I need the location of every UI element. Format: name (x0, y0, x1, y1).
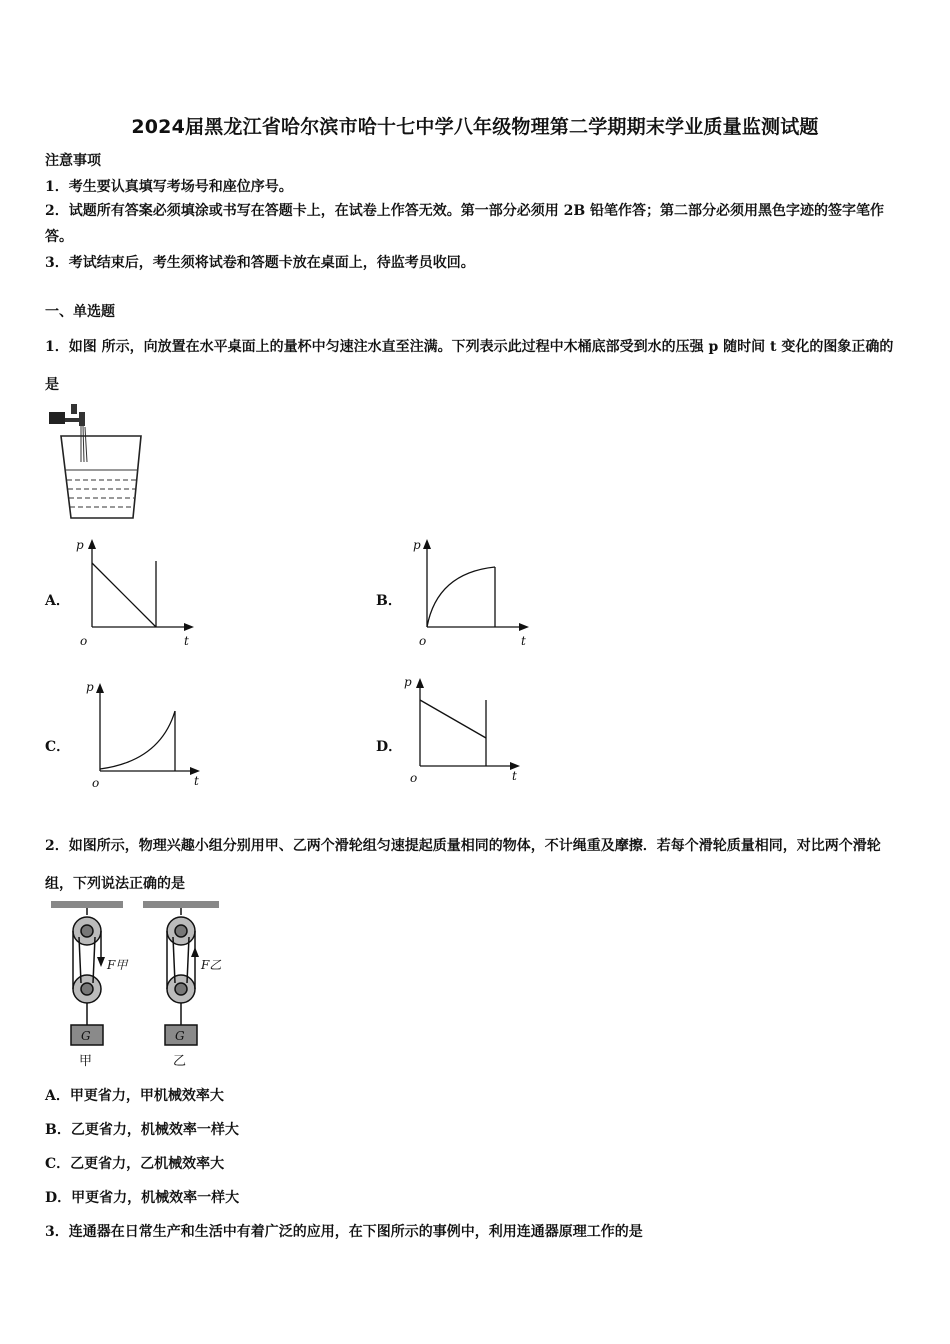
pulley-right-group (165, 908, 197, 1045)
weight-right-label: G (175, 1029, 185, 1043)
question-1-text: 1．如图 所示，向放置在水平桌面上的量杯中匀速注水直至注满。下列表示此过程中木桶底部受到水的压强 p 随时间 t 变化的图象正确的是 (45, 339, 894, 393)
q1-option-b-graph (405, 535, 535, 650)
origin-label: o (419, 634, 427, 648)
y-axis-arrow-icon (96, 683, 104, 693)
notice-item-3: 3．考试结束后，考生须将试卷和答题卡放在桌面上，待监考员收回。 (45, 255, 475, 271)
q1-option-c-label[interactable]: C． (45, 739, 71, 755)
bucket-faucet-figure (45, 400, 155, 525)
curve (92, 563, 156, 627)
q1-option-b-label[interactable]: B． (376, 593, 402, 609)
q2-option-d[interactable]: D．甲更省力，机械效率一样大 (45, 1190, 240, 1206)
x-axis-label: t (521, 634, 526, 648)
ceiling-left-icon (51, 901, 123, 908)
force-arrow-right-icon (191, 947, 199, 957)
x-axis-arrow-icon (184, 623, 194, 631)
q2-option-c[interactable]: C．乙更省力，乙机械效率大 (45, 1156, 225, 1172)
q1-option-d-graph (400, 672, 530, 792)
weight-left-label: G (81, 1029, 91, 1043)
q1-option-a-graph (70, 535, 200, 650)
water-stream-icon (81, 426, 87, 462)
caption-right: 乙 (173, 1054, 187, 1069)
notice-item-2: 2．试题所有答案必须填涂或书写在答题卡上，在试卷上作答无效。第一部分必须用 2B 铅笔作答；第二部分必须用黑色字迹的签字笔作答。 (45, 203, 885, 245)
force-arrow-left-icon (97, 957, 105, 967)
y-axis-label: p (86, 680, 94, 694)
pulley-left-group (71, 908, 103, 1045)
faucet-valve-icon (49, 412, 65, 424)
bucket-outline-icon (61, 436, 141, 518)
origin-label: o (92, 776, 100, 790)
faucet-pipe-icon (65, 412, 85, 426)
origin-label: o (80, 634, 88, 648)
curve (420, 700, 486, 738)
y-axis-label: p (413, 538, 421, 552)
y-axis-arrow-icon (416, 678, 424, 688)
section-heading: 一、单选题 (45, 304, 115, 320)
y-axis-arrow-icon (423, 539, 431, 549)
y-axis-label: p (404, 675, 412, 689)
question-2-text: 2．如图所示，物理兴趣小组分别用甲、乙两个滑轮组匀速提起质量相同的物体，不计绳重及摩擦．若每个滑轮质量相同，对比两个滑轮组，下列说法正确的是 (45, 838, 881, 892)
force-right-label: F乙 (201, 958, 222, 972)
y-axis-label: p (76, 538, 84, 552)
x-axis-arrow-icon (519, 623, 529, 631)
exam-title: 2024届黑龙江省哈尔滨市哈十七中学八年级物理第二学期期末学业质量监测试题 (131, 116, 819, 138)
faucet-handle-icon (71, 404, 77, 414)
water-level-icon (65, 470, 138, 507)
force-left-label: F甲 (107, 958, 128, 972)
notice-item-1: 1．考生要认真填写考场号和座位序号。 (45, 179, 293, 195)
curve (100, 711, 175, 769)
q2-option-a[interactable]: A．甲更省力，甲机械效率大 (45, 1088, 224, 1104)
x-axis-label: t (194, 774, 199, 788)
q1-option-d-label[interactable]: D． (376, 739, 403, 755)
x-axis-label: t (184, 634, 189, 648)
y-axis-arrow-icon (88, 539, 96, 549)
question-3-text: 3．连通器在日常生产和生活中有着广泛的应用，在下图所示的事例中，利用连通器原理工作的是 (45, 1224, 643, 1240)
notice-heading: 注意事项 (45, 153, 101, 169)
q1-option-a-label[interactable]: A． (45, 593, 70, 609)
origin-label: o (410, 771, 418, 785)
q2-option-b[interactable]: B．乙更省力，机械效率一样大 (45, 1122, 239, 1138)
pulley-system-figure (45, 897, 235, 1072)
caption-left: 甲 (79, 1054, 93, 1069)
x-axis-label: t (512, 769, 517, 783)
q1-option-c-graph (80, 675, 210, 795)
ceiling-right-icon (143, 901, 219, 908)
curve (427, 567, 495, 627)
